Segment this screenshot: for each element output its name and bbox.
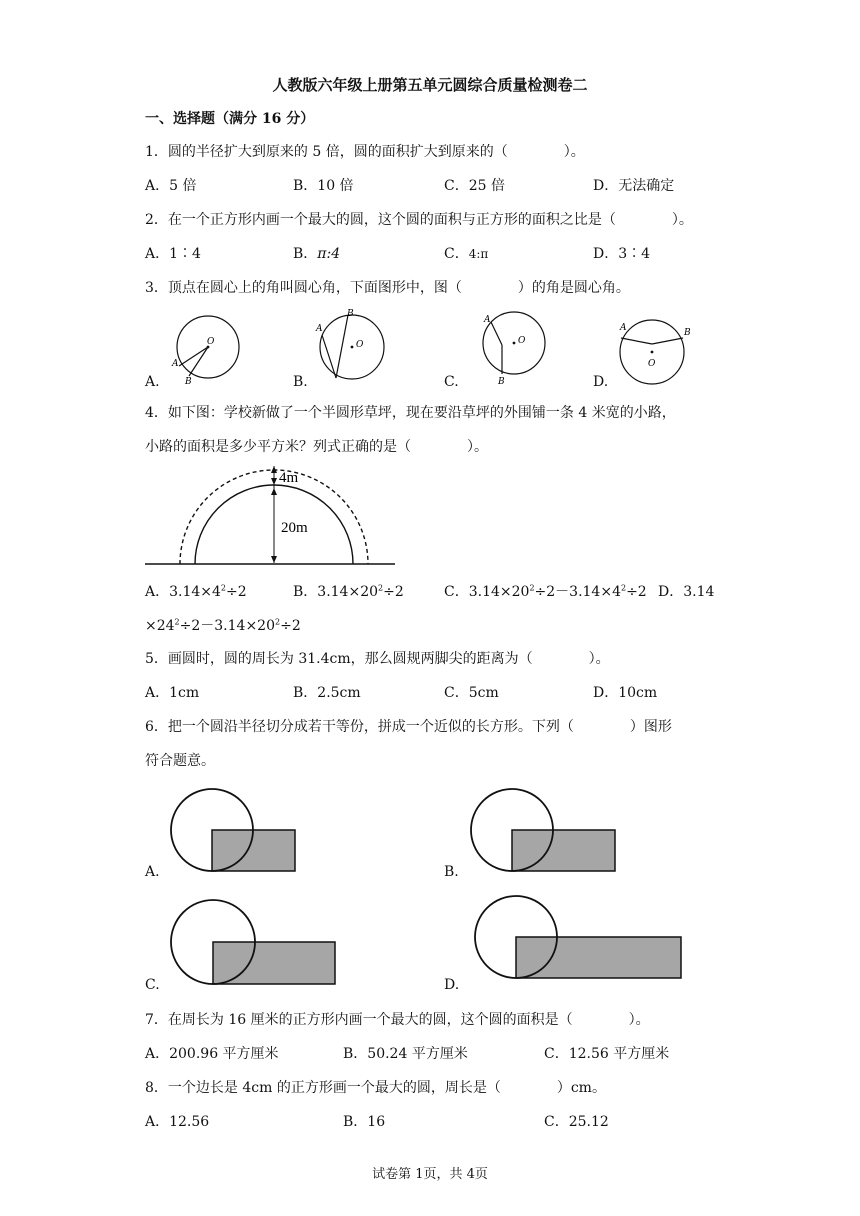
q4-option-d-line2[interactable] [145,615,301,635]
question-6-line1: 6．把一个圆沿半径切分成若干等份，拼成一个近似的长方形。下列（ ）图形 [145,719,672,735]
q1-option-b[interactable]: B．10 倍 [293,178,354,194]
q6-figure-d [470,893,685,985]
q5-option-a[interactable]: A．1cm [145,685,200,701]
q4-option-a-text: A．3.14×4 [145,584,221,600]
q6-option-a[interactable]: A. [145,864,160,880]
question-2: 2．在一个正方形内画一个最大的圆，这个圆的面积与正方形的面积之比是（ ）。 [145,212,693,228]
q6-option-c[interactable]: C. [145,977,160,993]
q4-label-4m: 4m [279,470,299,486]
q6-figure-b [467,786,627,878]
q4-label-20m: 20m [281,520,308,536]
q8-option-b[interactable]: B．16 [343,1114,386,1130]
q4-option-b-sup: 2 [378,583,384,593]
q3d-label-o: O [648,359,656,369]
q3a-label-a: A [172,359,179,369]
q2-option-b[interactable] [293,243,340,263]
q3a-label-o: O [207,337,215,347]
page-footer: 试卷第 1页，共 4页 [372,1167,488,1182]
q6-figure-a [165,786,305,878]
q6-option-d[interactable]: D. [444,977,460,993]
section-heading: 一、选择题（满分 16 分） [145,111,315,127]
q4-option-d-text3: ÷2－3.14×20 [179,618,275,634]
q3b-label-b: B [347,309,354,319]
q5-option-c[interactable]: C．5cm [444,685,499,701]
q4-option-d-text2: ×24 [145,618,175,634]
q8-option-a[interactable]: A．12.56 [145,1114,210,1130]
q3c-label-a: A [484,315,491,325]
q1-option-c[interactable]: C．25 倍 [444,178,505,194]
q6-figure-c [168,897,338,989]
page-title: 人教版六年级上册第五单元圆综合质量检测卷二 [272,76,588,94]
question-4-line2: 小路的面积是多少平方米？列式正确的是（ ）。 [145,439,488,455]
q3-figure-b [310,305,400,390]
q2-option-b-letter: B． [293,246,318,262]
q4-option-d-sup1: 2 [174,617,180,627]
q4-option-c-sup2: 2 [620,583,627,593]
q3c-label-b: B [498,377,505,387]
q5-option-b[interactable]: B．2.5cm [293,685,361,701]
q4-option-d-line1[interactable]: D．3.14 [658,584,715,600]
q8-option-c[interactable]: C．25.12 [544,1114,609,1130]
q4-option-c-sup1: 2 [529,583,535,593]
q3d-label-a: A [620,323,627,333]
q4-option-b-div: ÷2 [383,584,404,600]
question-3: 3．顶点在圆心上的角叫圆心角，下面图形中，图（ ）的角是圆心角。 [145,280,630,296]
q4-option-c-text1: C．3.14×20 [444,584,530,600]
q7-option-b[interactable]: B．50.24 平方厘米 [343,1046,468,1062]
q2-option-d[interactable]: D．3∶4 [593,246,651,262]
q4-semicircle-figure [145,462,395,572]
q1-option-d[interactable]: D．无法确定 [593,178,675,194]
q7-option-a[interactable]: A．200.96 平方厘米 [145,1046,279,1062]
q2-option-b-math: π:4 [317,246,341,262]
question-5: 5．画圆时，圆的周长为 31.4cm，那么圆规两脚尖的距离为（ ）。 [145,651,610,667]
q3c-label-o: O [518,336,526,346]
q3-figure-a [160,310,250,390]
q4-option-a-sup: 2 [220,583,227,593]
q4-option-c-div: ÷2 [626,584,647,600]
question-6-line2: 符合题意。 [145,753,215,769]
q3-figure-d [612,314,712,392]
q4-option-a[interactable] [145,581,247,601]
q3b-label-a: A [316,324,323,334]
q2-option-c[interactable] [444,243,488,263]
q4-option-a-div: ÷2 [226,584,247,600]
question-4-line1: 4．如下图：学校新做了一个半圆形草坪，现在要沿草坪的外围铺一条 4 米宽的小路， [145,405,676,421]
q3-option-a[interactable]: A. [145,374,160,390]
q1-option-a[interactable]: A．5 倍 [145,178,197,194]
q7-option-c[interactable]: C．12.56 平方厘米 [544,1046,670,1062]
q3-option-b[interactable]: B. [293,374,308,390]
q3d-label-b: B [684,328,691,338]
q4-option-b-text: B．3.14×20 [293,584,379,600]
question-7: 7．在周长为 16 厘米的正方形内画一个最大的圆，这个圆的面积是（ ）。 [145,1012,650,1028]
q3-option-c[interactable]: C. [444,374,459,390]
q3-figure-c [474,305,564,390]
q2-option-a[interactable]: A．1∶4 [145,246,201,262]
question-8: 8．一个边长是 4cm 的正方形画一个最大的圆，周长是（ ）cm。 [145,1080,606,1096]
q2-option-c-letter: C． [444,246,469,262]
question-1: 1．圆的半径扩大到原来的 5 倍，圆的面积扩大到原来的（ ）。 [145,144,585,160]
q3-option-d[interactable]: D. [593,374,609,390]
q4-option-c-text2: ÷2－3.14×4 [534,584,621,600]
q2-option-c-math: 4:π [468,247,489,261]
q4-option-b[interactable] [293,581,404,601]
q5-option-d[interactable]: D．10cm [593,685,658,701]
q4-option-d-sup2: 2 [275,617,281,627]
q6-option-b[interactable]: B. [444,864,459,880]
q4-option-d-div: ÷2 [280,618,301,634]
q4-option-c[interactable] [444,581,647,601]
q3b-label-o: O [356,340,364,350]
q3a-label-b: B [185,377,192,387]
